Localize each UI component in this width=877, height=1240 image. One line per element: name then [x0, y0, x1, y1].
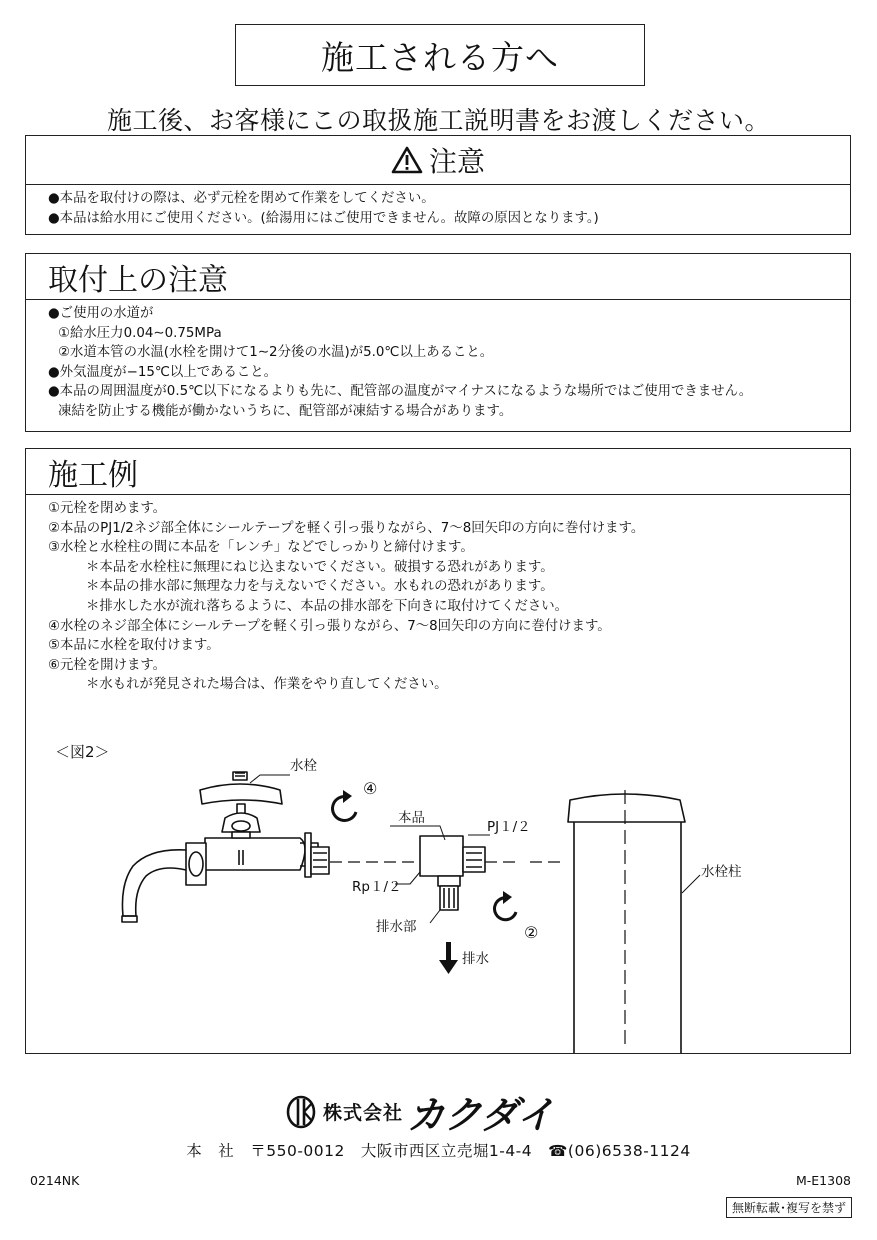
install-notes-heading: 取付上の注意 [48, 262, 228, 298]
copyright-notice: 無断転載･複写を禁ず [726, 1197, 852, 1218]
step-line: ④水栓のネジ部全体にシールテープを軽く引っ張りながら、7〜8回矢印の方向に巻付けます。 [48, 618, 611, 634]
note-line: 凍結を防止する機能が働かないうちに、配管部が凍結する場合があります。 [58, 403, 513, 419]
water-post-drawing [568, 794, 685, 1053]
company-address: 本 社 〒550-0012 大阪市西区立売堀1-4-4 ☎(06)6538-1124 [186, 1142, 691, 1160]
step-line: ①元栓を閉めます。 [48, 501, 167, 516]
caution-line: ●本品を取付けの際は、必ず元栓を閉めて作業をしてください。 [48, 191, 435, 206]
rp-thread-label: Rp１/２ [352, 879, 402, 895]
step-note: ＊本品を水栓柱に無理にねじ込まないでください。破損する恐れがあります。 [86, 559, 554, 575]
note-line: ①給水圧力0.04∼0.75MPa [58, 325, 222, 341]
step-line: ⑤本品に水栓を取付けます。 [48, 638, 220, 654]
example-heading: 施工例 [48, 457, 138, 493]
note-line: ②水道本管の水温(水栓を開けて1∼2分後の水温)が5.0℃以上あること。 [58, 345, 494, 361]
note-line: ●ご使用の水道が [48, 306, 154, 321]
step2-marker: ② [524, 923, 539, 942]
note-line: ●外気温度が−15℃以上であること。 [48, 364, 278, 380]
product-label: 本品 [398, 810, 425, 826]
note-line: ●本品の周囲温度が0.5℃以下になるよりも先に、配管部の温度がマイナスになるような場所ではご使用できません。 [48, 384, 753, 400]
step-line: ③水栓と水栓柱の間に本品を「レンチ」などでしっかりと締付けます。 [48, 540, 474, 556]
step4-marker: ④ [363, 779, 378, 798]
document-title-text: 施工される方へ [321, 37, 559, 77]
faucet-drawing [122, 772, 329, 922]
company-mark-icon [285, 1095, 317, 1129]
pj-thread-label: PJ１/２ [487, 819, 531, 835]
step-note: ＊本品の排水部に無理な力を与えないでください。水もれの恐れがあります。 [86, 579, 554, 595]
step-line: ⑥元栓を開けます。 [48, 657, 167, 673]
figure-label: ＜図2＞ [55, 743, 110, 761]
document-code-left: 0214NK [30, 1173, 80, 1188]
document-subtitle: 施工後、お客様にこの取扱施工説明書をお渡しください。 [106, 106, 770, 135]
product-drawing [420, 836, 485, 910]
document-code-right: M-E1308 [795, 1173, 851, 1188]
drain-part-label: 排水部 [376, 919, 417, 935]
caution-line: ●本品は給水用にご使用ください。(給湯用にはご使用できません。故障の原因となります。) [48, 210, 599, 226]
company-logo [285, 1084, 554, 1139]
company-type: 株式会社 [323, 1102, 404, 1124]
post-label: 水栓柱 [701, 864, 742, 880]
step-line: ②本品のPJ1/2ネジ部全体にシールテープを軽く引っ張りながら、7〜8回矢印の方向に巻付けます。 [48, 520, 645, 536]
faucet-label: 水栓 [290, 758, 317, 774]
drain-label: 排水 [462, 951, 489, 967]
step-note: ＊排水した水が流れ落ちるように、本品の排水部を下向きに取付けてください。 [86, 598, 569, 614]
caution-heading: 注意 [428, 145, 485, 178]
brand-name: カクダイ [407, 1093, 554, 1137]
step-note: ＊水もれが発見された場合は、作業をやり直してください。 [86, 677, 448, 693]
